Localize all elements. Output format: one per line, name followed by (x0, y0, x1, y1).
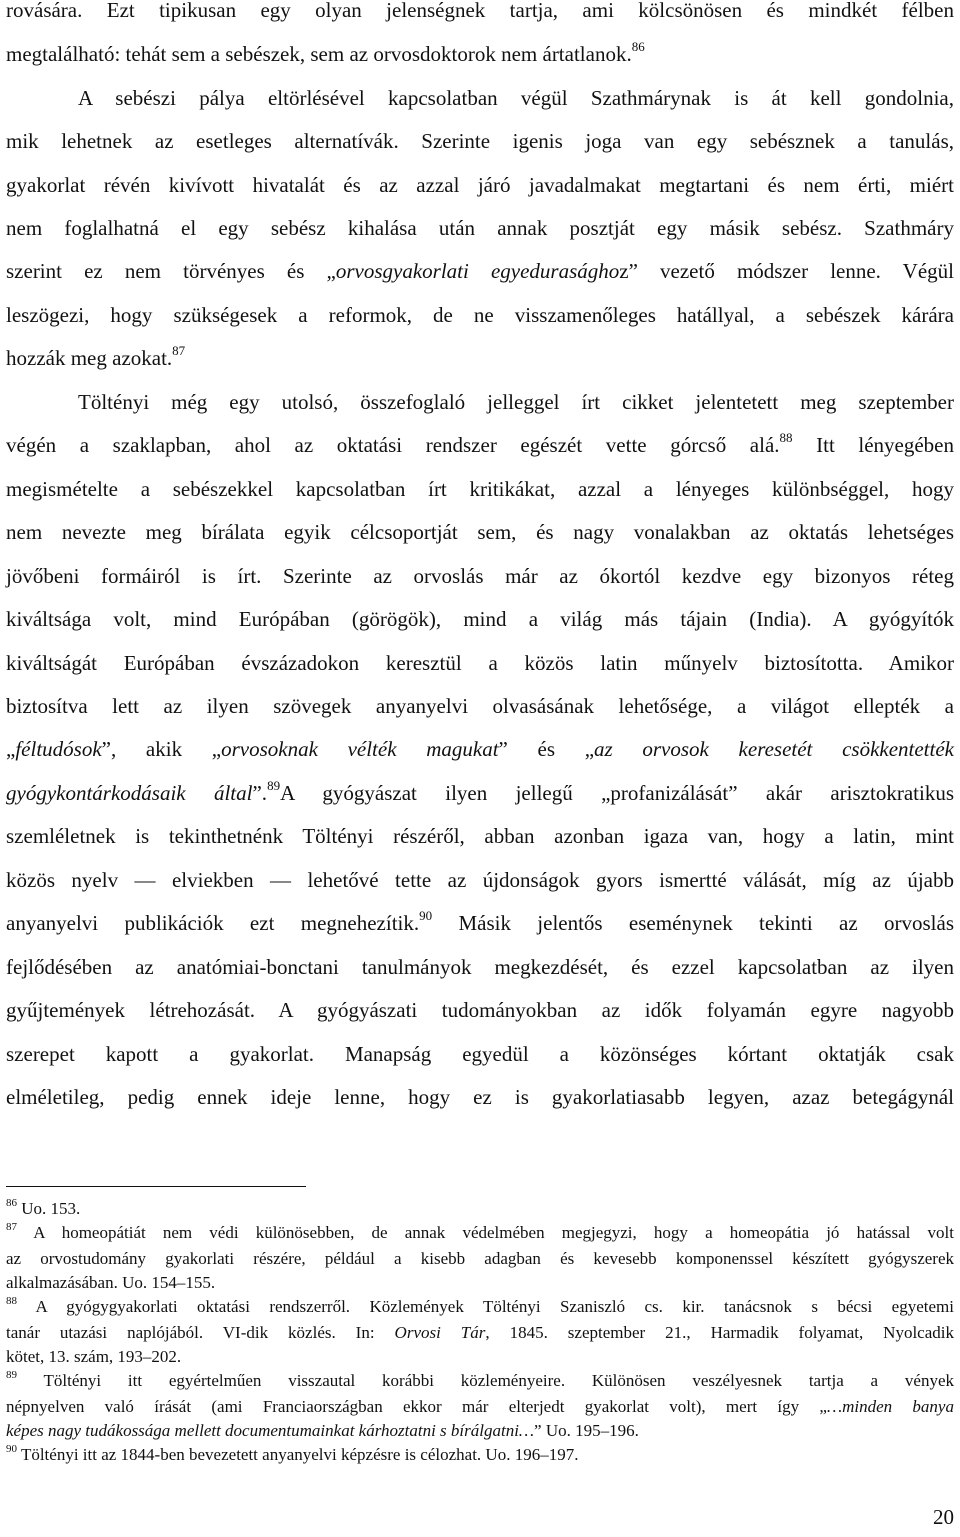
body-line: gyűjtemények létrehozását. A gyógyászati tudományokban az idők folyamán egyre nagyobb (6, 998, 954, 1022)
page-number: 20 (933, 1505, 954, 1529)
italic-quote: képes nagy tudákossága mellett documentumainkat kárhoztatni s bírálgatni… (6, 1421, 535, 1440)
footnote-line: tanár utazási naplójából. VI-dik közlés. In: Orvosi Tár, 1845. szeptember 21., Harmadik folyamat, Nyolcadik (6, 1323, 954, 1342)
body-line: kiváltságát Európában évszázadokon keresztül a közös latin műnyelv biztosította. Amikor (6, 651, 954, 675)
body-line: gyógykontárkodásaik által”.$^{89}$A gyógyászat ilyen jellegű „profanizálását” akár arisztokratikus (6, 778, 954, 805)
journal-title: Orvosi Tár (394, 1323, 486, 1342)
body-line: szerint ez nem törvényes és „orvosgyakorlati egyedurasághoz” vezető módszer lenne. Végül (6, 259, 955, 283)
body-line: nem nevezte meg bírálata egyik célcsoportját sem, és nagy vonalakban az oktatás lehetséges (6, 520, 954, 544)
footnote-line: alkalmazásában. Uo. 154–155. (6, 1273, 216, 1292)
body-line: szerepet kapott a gyakorlat. Manapság egyedül a közönséges kórtant oktatják csak (6, 1042, 954, 1066)
body-line: elméletileg, pedig ennek ideje lenne, hogy ez is gyakorlatiasabb legyen, azaz betegágynál (6, 1085, 954, 1109)
body-line: megtalálható: tehát sem a sebészek, sem az orvosdoktorok nem ártatlanok.$^{86}$ (6, 39, 645, 66)
body-line: hozzák meg azokat.$^{87}$ (6, 343, 186, 370)
footnote-87: $^{87}$ A homeopátiát nem védi különösebben, de annak védelmében megjegyzi, hogy a homeopátia jó hatással volt (6, 1221, 954, 1242)
footnote-86: $^{86}$ Uo. 153. (6, 1197, 81, 1218)
body-line: kiváltsága volt, mind Európában (görögök), mind a világ más tájain (India). A gyógyítók (6, 607, 954, 631)
italic-quote: …minden banya (826, 1397, 954, 1416)
footnote-line: az orvostudomány gyakorlati részére, például a kisebb adagban és kevesebb komponenssel készített gyógyszerek (6, 1249, 954, 1268)
italic-quote: orvosgyakorlati egyeduraságho (335, 259, 620, 283)
footnote-90: $^{90}$ Töltényi itt az 1844-ben bevezetett anyanyelvi képzésre is célozhat. Uo. 196–197. (6, 1443, 579, 1464)
footnote-ref: 89 (267, 778, 281, 793)
body-line: leszögezi, hogy szükségesek a reformok, de ne visszamenőleges hatállyal, a sebészek kárára (6, 303, 954, 327)
italic-quote: gyógykontárkodásaik által (6, 781, 253, 805)
footnote-line: népnyelven való írását (ami Franciaországban ekkor már elterjedt gyakorlat volt), mert így „…minden banya (6, 1397, 954, 1416)
footnote-ref: 86 (631, 39, 645, 54)
body-line: gyakorlat révén kivívott hivatalát és az azzal járó javadalmakat megtartani és nem érti, miért (6, 173, 954, 197)
footnote-line: képes nagy tudákossága mellett documentumainkat kárhoztatni s bírálgatni…” Uo. 195–196. (6, 1421, 639, 1440)
footnote-88: $^{88}$ A gyógygyakorlati oktatási rendszerről. Közlemények Töltényi Szaniszló cs. kir. tanácsnok s bécsi egyetemi (6, 1295, 954, 1316)
body-line: anyanyelvi publikációk ezt megnehezítik.$^{90}$ Másik jelentős eseménynek tekinti az orvoslás (6, 908, 955, 935)
body-line: szemléletnek is tekinthetnénk Töltényi részéről, abban azonban igaza van, hogy a latin, mint (6, 824, 954, 848)
body-line: jövőbeni formáiról is írt. Szerinte az orvoslás már az ókortól kezdve egy bizonyos réteg (6, 564, 954, 588)
footnote-ref: 88 (779, 430, 793, 445)
body-line: megismételte a sebészekkel kapcsolatban írt kritikákat, azzal a lényeges különbséggel, hogy (6, 477, 954, 501)
footnote-ref: 87 (172, 343, 186, 358)
italic-quote: orvosoknak vélték magukat (221, 737, 499, 761)
body-line: nem foglalhatná el egy sebész kihalása után annak posztját egy másik sebész. Szathmáry (6, 216, 954, 240)
body-line: biztosítva lett az ilyen szövegek anyanyelvi olvasásának lehetősége, a világot ellepték a (6, 694, 954, 718)
body-line: Töltényi még egy utolsó, összefoglaló jelleggel írt cikket jelentetett meg szeptember (78, 390, 954, 414)
footnote-ref: 90 (419, 908, 433, 923)
body-line: A sebészi pálya eltörlésével kapcsolatban végül Szathmárynak is át kell gondolnia, (78, 86, 954, 110)
footnote-89: $^{89}$ Töltényi itt egyértelműen visszautal korábbi közleményeire. Különösen veszélyesnek tartja a vények (6, 1369, 954, 1390)
body-line: mik lehetnek az esetleges alternatívák. Szerinte igenis joga van egy sebésznek a tanulás, (6, 129, 954, 153)
italic-quote: féltudósok (15, 737, 102, 761)
italic-quote: az orvosok keresetét csökkentették (594, 737, 954, 761)
body-line: „féltudósok”, akik „orvosoknak vélték magukat” és „az orvosok keresetét csökkentették (6, 737, 954, 761)
body-line: közös nyelv ― elviekben ― lehetővé tette az újdonságok gyors ismertté válását, míg az újabb (6, 868, 954, 892)
body-line: fejlődésében az anatómiai-bonctani tanulmányok megkezdését, és ezzel kapcsolatban az ilyen (6, 955, 954, 979)
footnote-line: kötet, 13. szám, 193–202. (6, 1347, 182, 1366)
body-line: végén a szaklapban, ahol az oktatási rendszer egészét vette górcső alá.$^{88}$ Itt lényegében (6, 430, 954, 457)
body-line: rovására. Ezt tipikusan egy olyan jelenségnek tartja, ami kölcsönösen és mindkét félben (6, 0, 954, 22)
footnote-separator (6, 1186, 306, 1187)
